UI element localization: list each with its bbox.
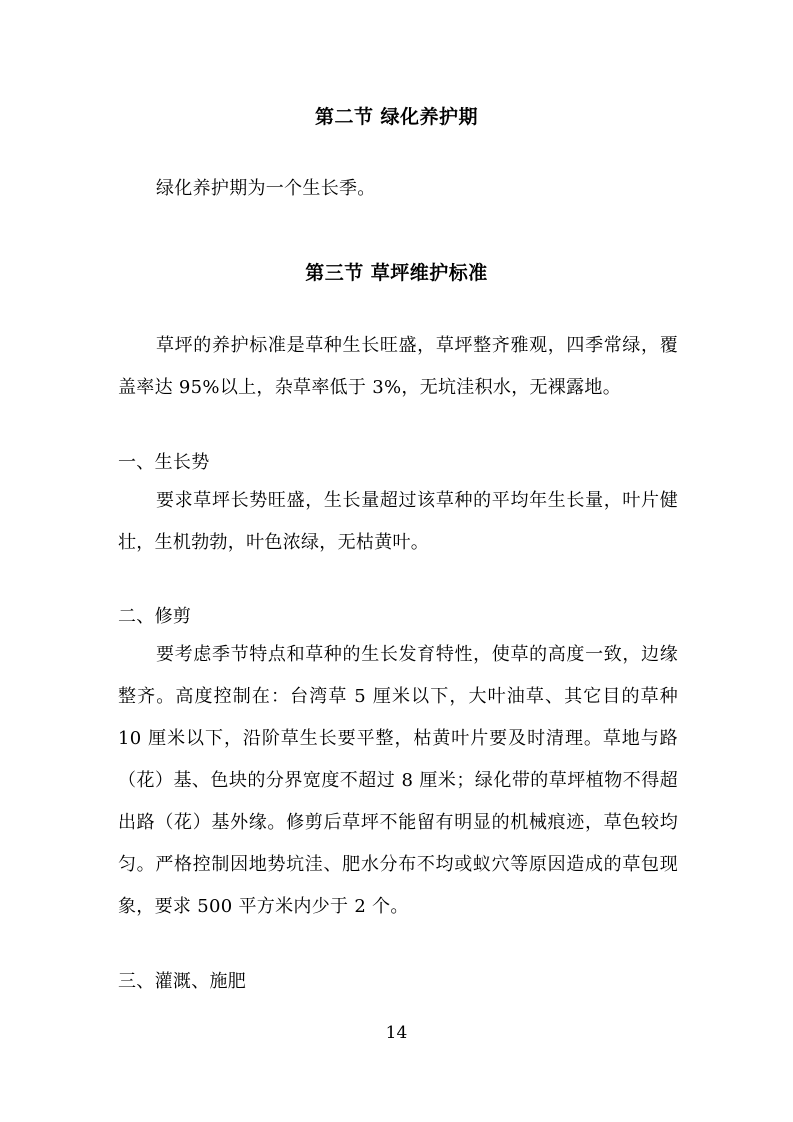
item-2-body: 要考虑季节特点和草种的生长发育特性，使草的高度一致，边缘整齐。高度控制在：台湾草 5 厘米以下，大叶油草、其它目的草种 10 厘米以下，沿阶草生长要平整，枯黄叶片要及时清理。草地与路（花）基、色块的分界宽度不超过 8 厘米；绿化带的草坪植物不得超出路（花）基外缘。修剪后草坪不能留有明显的机械痕迹，草色较均匀。严格控制因地势坑洼、肥水分布不均或蚁穴等原因造成的草包现象，要求 500 平方米内少于 2 个。 — [118, 644, 678, 917]
item-1-body: 要求草坪长势旺盛，生长量超过该草种的平均年生长量，叶片健壮，生机勃勃，叶色浓绿，无枯黄叶。 — [118, 490, 678, 553]
page-number: 14 — [385, 1023, 408, 1043]
item-3-label: 三、灌溉、施肥 — [118, 971, 247, 992]
section-3-intro: 草坪的养护标准是草种生长旺盛，草坪整齐雅观，四季常绿，覆盖率达 95%以上，杂草率低于 3%，无坑洼积水，无裸露地。 — [118, 335, 678, 398]
section-2-title: 第二节 绿化养护期 — [314, 106, 479, 128]
item-2-label: 二、修剪 — [118, 606, 192, 627]
item-1-label: 一、生长势 — [118, 452, 210, 473]
section-2-body: 绿化养护期为一个生长季。 — [156, 178, 376, 199]
section-3-title: 第三节 草坪维护标准 — [305, 262, 488, 284]
